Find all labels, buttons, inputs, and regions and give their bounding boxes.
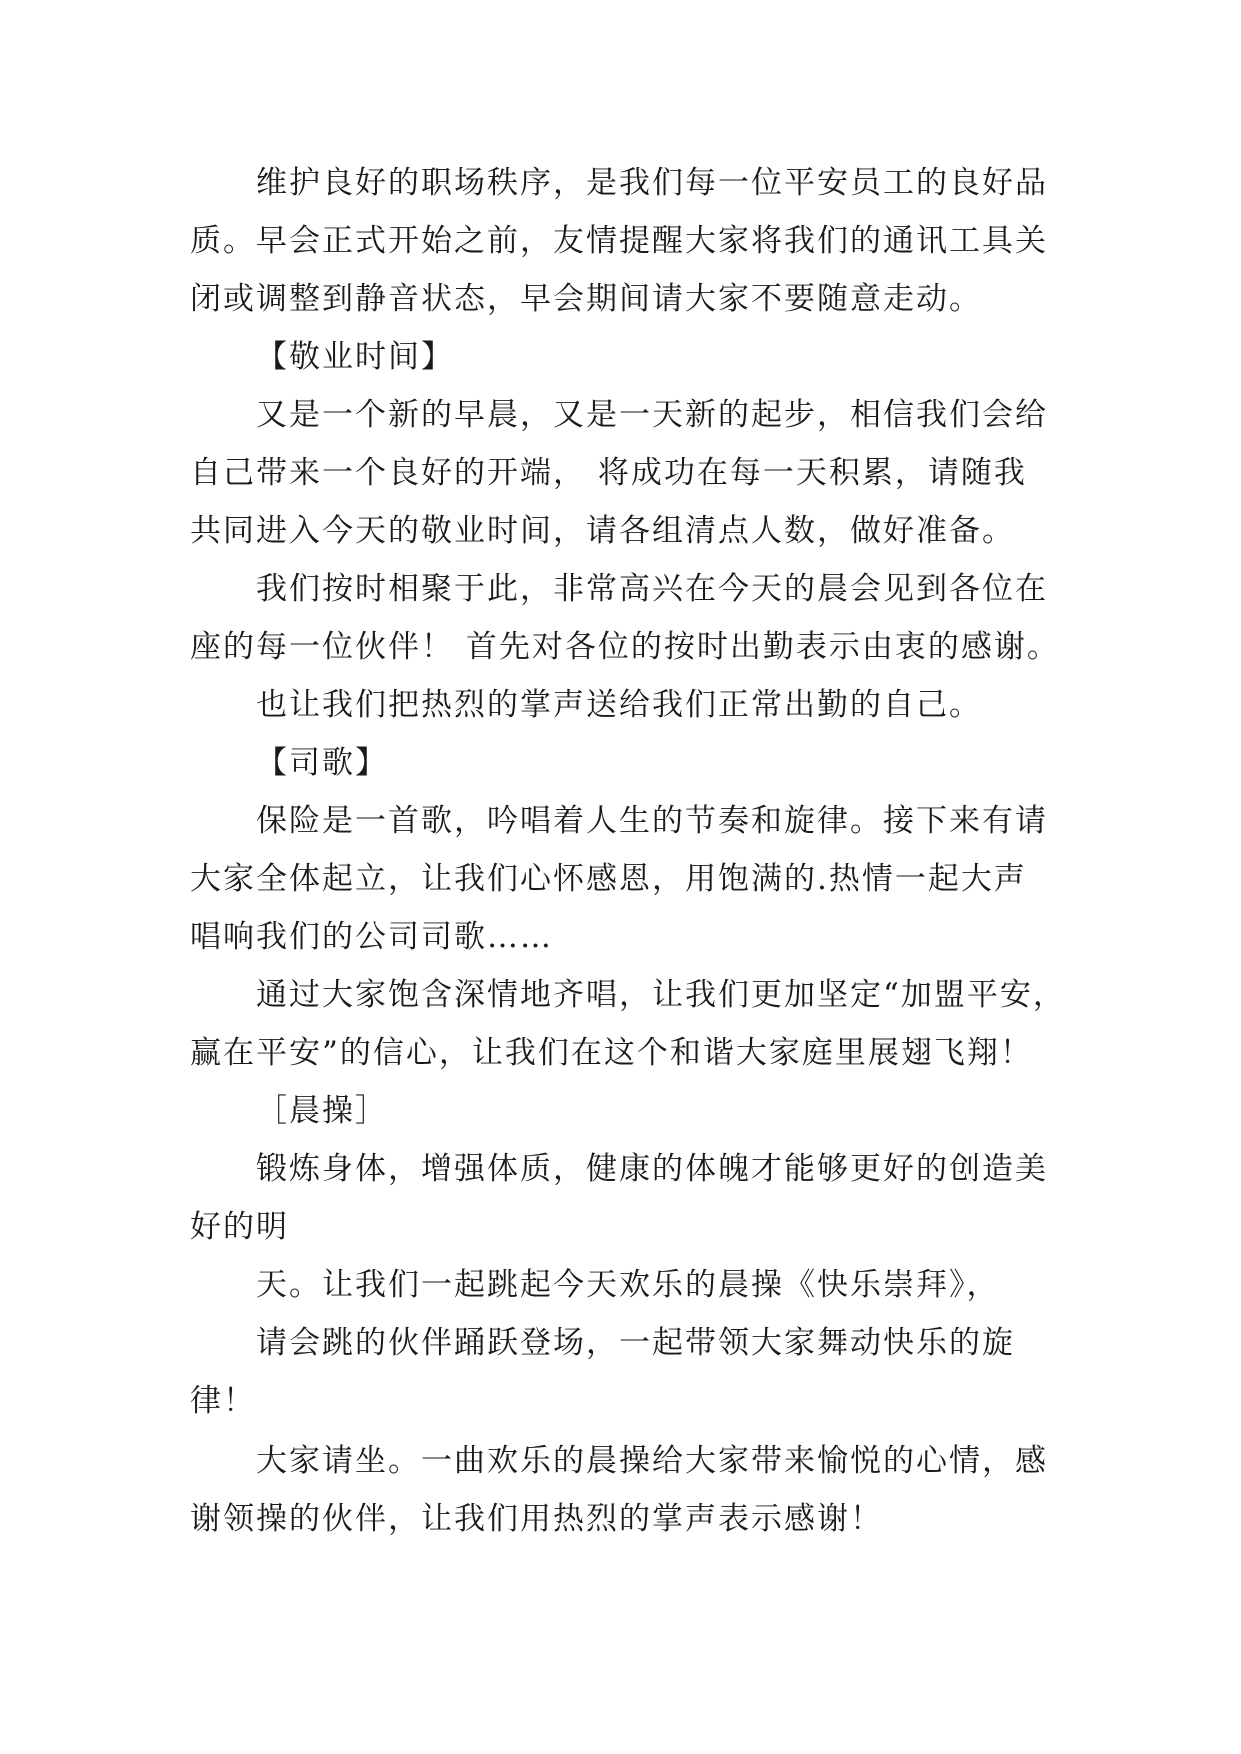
text-line: 闭或调整到静音状态，早会期间请大家不要随意走动。: [190, 281, 982, 317]
paragraph-applause: [190, 676, 1050, 734]
text-line: 谢领操的伙伴，让我们用热烈的掌声表示感谢！: [190, 1501, 883, 1537]
text-line: 自己带来一个良好的开端， 将成功在每一天积累，请随我: [190, 455, 1027, 491]
text-line: 共同进入今天的敬业时间，请各组清点人数，做好准备。: [190, 513, 1015, 549]
text-line: 又是一个新的早晨，又是一天新的起步，相信我们会给: [256, 397, 1048, 433]
section-heading-morning-exercise: ［晨操］: [256, 1093, 388, 1129]
text-line: 天。让我们一起跳起今天欢乐的晨操《快乐崇拜》，: [256, 1267, 1000, 1303]
text-line: 请会跳的伙伴踊跃登场，一起带领大家舞动快乐的旋: [256, 1325, 1015, 1361]
text-line: 通过大家饱含深情地齐唱，让我们更加坚定“加盟平安，: [256, 977, 1066, 1013]
paragraph-lead-dance: [190, 1314, 1050, 1430]
text-line: 律！: [190, 1383, 256, 1419]
paragraph-gathering: [190, 560, 1060, 676]
section-heading-company-song: 【司歌】: [256, 745, 388, 781]
paragraph-please-sit: [190, 1432, 1050, 1548]
text-line: 也让我们把热烈的掌声送给我们正常出勤的自己。: [256, 687, 982, 723]
text-line: 大家全体起立，让我们心怀感恩，用饱满的.热情一起大声: [190, 861, 1027, 897]
paragraph-sing-together: [190, 966, 1066, 1082]
text-line: 赢在平安”的信心，让我们在这个和谐大家庭里展翅飞翔！: [190, 1035, 1033, 1071]
text-line: 维护良好的职场秩序，是我们每一位平安员工的良好品: [256, 165, 1048, 201]
text-line: 好的明: [190, 1209, 289, 1245]
text-line: 质。早会正式开始之前，友情提醒大家将我们的通讯工具关: [190, 223, 1048, 259]
paragraph-new-morning: [190, 386, 1050, 560]
text-line: 保险是一首歌，吟唱着人生的节奏和旋律。接下来有请: [256, 803, 1048, 839]
text-line: 锻炼身体，增强体质，健康的体魄才能够更好的创造美: [256, 1151, 1048, 1187]
paragraph-insurance-song: [190, 792, 1050, 966]
section-heading-dedication-time: 【敬业时间】: [256, 339, 454, 375]
text-line: 我们按时相聚于此，非常高兴在今天的晨会见到各位在: [256, 571, 1048, 607]
text-line: 唱响我们的公司司歌……: [190, 919, 553, 955]
paragraph-dance: [190, 1256, 1050, 1314]
paragraph-workplace-order: [190, 154, 1050, 328]
paragraph-exercise: [190, 1140, 1050, 1256]
text-line: 大家请坐。一曲欢乐的晨操给大家带来愉悦的心情，感: [256, 1443, 1048, 1479]
text-line: 座的每一位伙伴！ 首先对各位的按时出勤表示由衷的感谢。: [190, 629, 1060, 665]
